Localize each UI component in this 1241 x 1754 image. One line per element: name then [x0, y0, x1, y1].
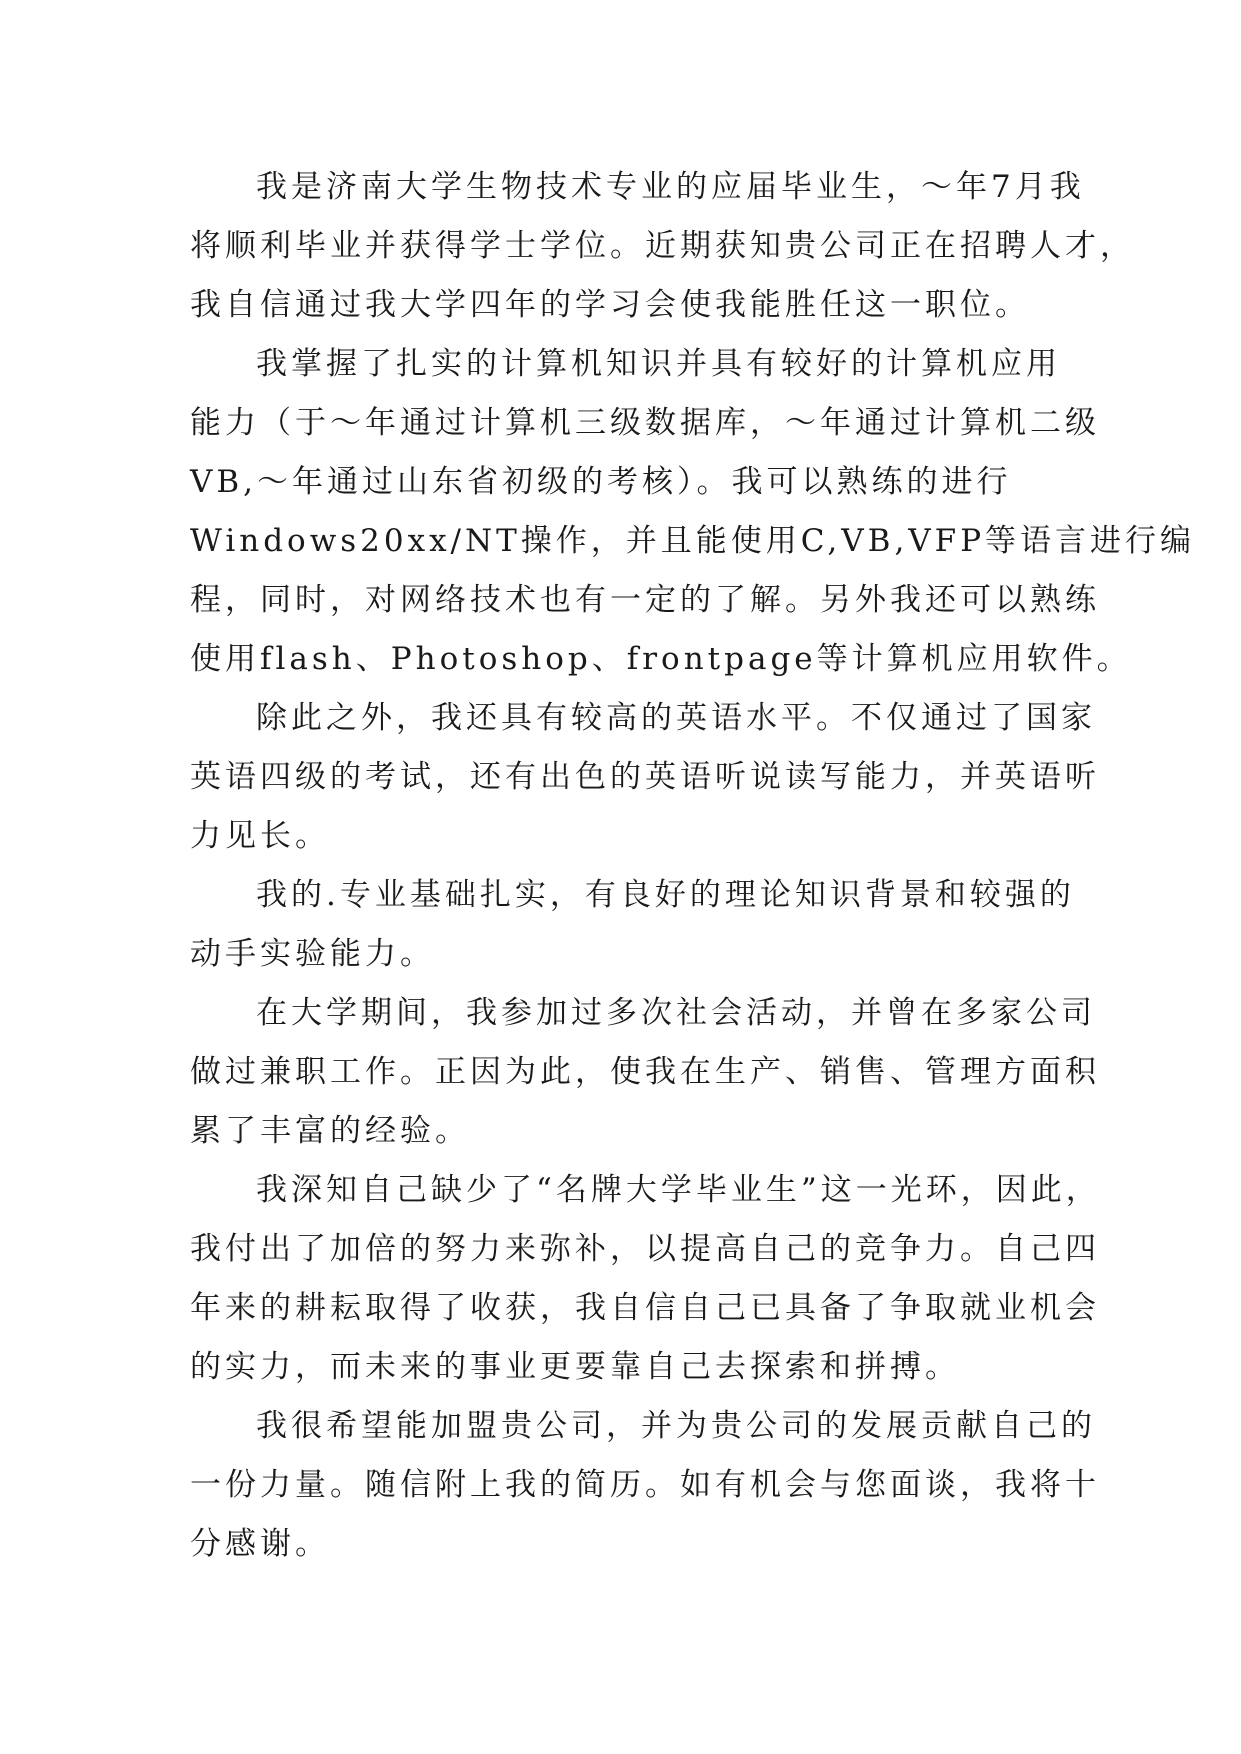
paragraph-6-line-2: 我付出了加倍的努力来弥补，以提高自己的竞争力。自己四 [190, 1231, 1100, 1267]
paragraph-6-line-3: 年来的耕耘取得了收获，我自信自己已具备了争取就业机会 [190, 1290, 1100, 1326]
paragraph-4-line-2: 动手实验能力。 [190, 936, 435, 972]
paragraph-2-line-1: 我掌握了扎实的计算机知识并具有较好的计算机应用 [256, 346, 1061, 382]
paragraph-2-line-3: VB,～年通过山东省初级的考核）。我可以熟练的进行 [190, 464, 1012, 500]
cover-letter-body [190, 158, 1196, 1574]
paragraph-2-line-5: 程，同时，对网络技术也有一定的了解。另外我还可以熟练 [190, 582, 1100, 618]
paragraph-6-line-1: 我深知自己缺少了“名牌大学毕业生”这一光环，因此， [256, 1172, 1101, 1208]
paragraph-1-line-3: 我自信通过我大学四年的学习会使我能胜任这一职位。 [190, 287, 1030, 323]
paragraph-6-line-4: 的实力，而未来的事业更要靠自己去探索和拼搏。 [190, 1349, 960, 1385]
paragraph-5-line-1: 在大学期间，我参加过多次社会活动，并曾在多家公司 [256, 995, 1096, 1031]
paragraph-3-line-3: 力见长。 [190, 818, 330, 854]
paragraph-2-line-6: 使用flash、Photoshop、frontpage等计算机应用软件。 [190, 641, 1132, 677]
paragraph-4-line-1: 我的.专业基础扎实，有良好的理论知识背景和较强的 [256, 877, 1075, 913]
paragraph-3-line-2: 英语四级的考试，还有出色的英语听说读写能力，并英语听 [190, 759, 1100, 795]
paragraph-7-line-2: 一份力量。随信附上我的简历。如有机会与您面谈，我将十 [190, 1467, 1100, 1503]
paragraph-3-line-1: 除此之外，我还具有较高的英语水平。不仅通过了国家 [256, 700, 1096, 736]
paragraph-1-line-1: 我是济南大学生物技术专业的应届毕业生，～年7月我 [256, 169, 1085, 205]
paragraph-5-line-3: 累了丰富的经验。 [190, 1113, 470, 1149]
paragraph-1-line-2: 将顺利毕业并获得学士学位。近期获知贵公司正在招聘人才， [190, 228, 1135, 264]
paragraph-7-line-1: 我很希望能加盟贵公司，并为贵公司的发展贡献自己的 [256, 1408, 1096, 1444]
paragraph-5-line-2: 做过兼职工作。正因为此，使我在生产、销售、管理方面积 [190, 1054, 1100, 1090]
paragraph-7-line-3: 分感谢。 [190, 1526, 330, 1562]
paragraph-2-line-2: 能力（于～年通过计算机三级数据库，～年通过计算机二级 [190, 405, 1100, 441]
paragraph-2-line-4: Windows20xx/NT操作，并且能使用C,VB,VFP等语言进行编 [190, 523, 1196, 559]
